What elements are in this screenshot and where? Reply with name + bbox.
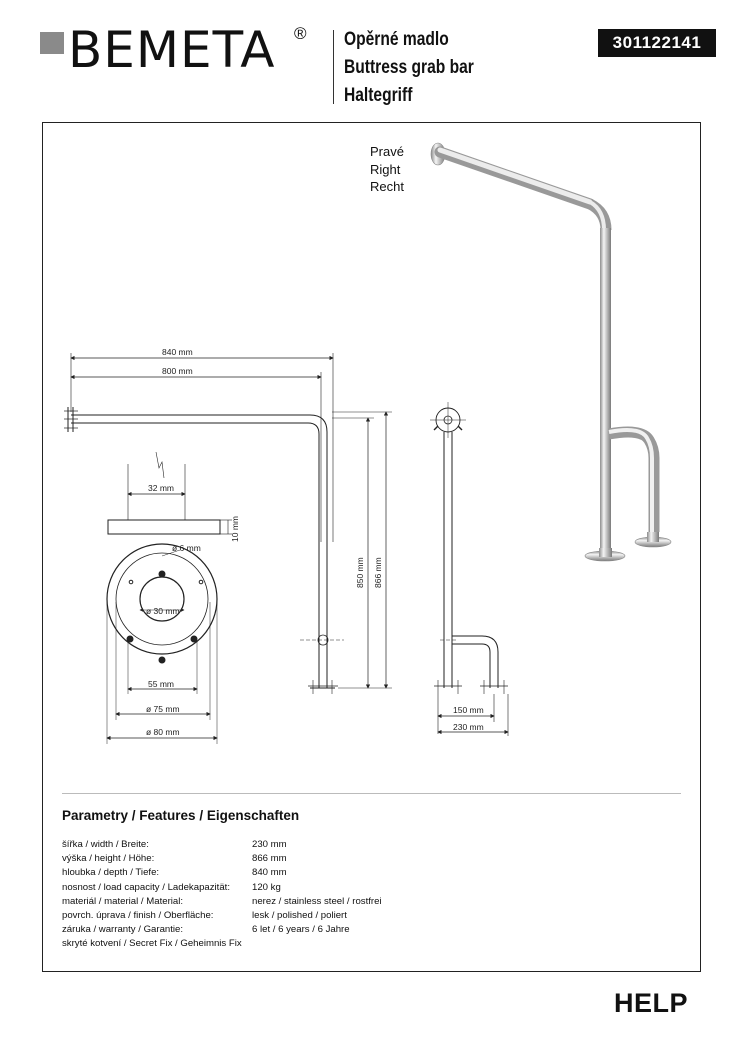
series-name: HELP bbox=[614, 988, 689, 1018]
spec-label: výška / height / Höhe: bbox=[62, 853, 155, 865]
variant-en: Right bbox=[370, 161, 401, 177]
spec-value: 866 mm bbox=[252, 853, 287, 865]
dim-10-label: 10 mm bbox=[230, 516, 240, 542]
dim-150-label: 150 mm bbox=[453, 705, 484, 715]
spec-label: nosnost / load capacity / Ladekapazität: bbox=[62, 881, 230, 893]
dim-d6-label: ø 6 mm bbox=[172, 543, 201, 553]
dim-866-label: 866 mm bbox=[373, 557, 383, 588]
title-en: Buttress grab bar bbox=[344, 57, 474, 78]
logo-square-mark bbox=[40, 32, 64, 54]
spec-label: materiál / material / Material: bbox=[62, 895, 184, 907]
dim-d80-label: ø 80 mm bbox=[146, 727, 180, 737]
title-de: Haltegriff bbox=[344, 85, 413, 106]
side-view-drawing bbox=[430, 402, 508, 736]
spec-value: 840 mm bbox=[252, 867, 287, 879]
title-cz: Opěrné madlo bbox=[344, 29, 449, 50]
dim-850-label: 850 mm bbox=[355, 557, 365, 588]
product-titles bbox=[344, 26, 474, 110]
dim-32-label: 32 mm bbox=[148, 483, 174, 493]
dim-800-label: 800 mm bbox=[162, 366, 193, 376]
spec-label: záruka / warranty / Garantie: bbox=[62, 924, 184, 936]
variant-de: Recht bbox=[370, 179, 404, 194]
variant-label bbox=[370, 143, 404, 196]
dim-840-label: 840 mm bbox=[162, 347, 193, 357]
wall-plate-detail bbox=[107, 452, 232, 744]
brand-name: BEMETA bbox=[68, 21, 276, 79]
spec-value: lesk / polished / poliert bbox=[252, 909, 347, 921]
product-photo bbox=[431, 143, 671, 561]
section-divider bbox=[62, 793, 681, 794]
registered-mark: ® bbox=[294, 24, 307, 43]
spec-label: povrch. úprava / finish / Oberfläche: bbox=[62, 909, 214, 921]
features-title: Parametry / Features / Eigenschaften bbox=[62, 808, 300, 823]
technical-drawing bbox=[42, 122, 701, 792]
dim-230-label: 230 mm bbox=[453, 722, 484, 732]
spec-value: 230 mm bbox=[252, 839, 287, 850]
brand-logo bbox=[40, 22, 315, 78]
spec-value: 120 kg bbox=[252, 881, 281, 893]
product-code-badge: 301122141 bbox=[598, 29, 716, 57]
spec-label: šířka / width / Breite: bbox=[62, 839, 149, 850]
title-separator bbox=[333, 30, 334, 104]
spec-label: hloubka / depth / Tiefe: bbox=[62, 867, 160, 879]
dim-d30-label: ø 30 mm bbox=[146, 606, 180, 616]
dim-d75-label: ø 75 mm bbox=[146, 704, 180, 714]
spec-label: skryté kotvení / Secret Fix / Geheimnis Fix bbox=[62, 938, 242, 950]
spec-value: nerez / stainless steel / rostfrei bbox=[252, 895, 382, 907]
spec-value: 6 let / 6 years / 6 Jahre bbox=[252, 924, 350, 936]
dim-55-label: 55 mm bbox=[148, 679, 174, 689]
variant-cz: Pravé bbox=[370, 144, 404, 159]
